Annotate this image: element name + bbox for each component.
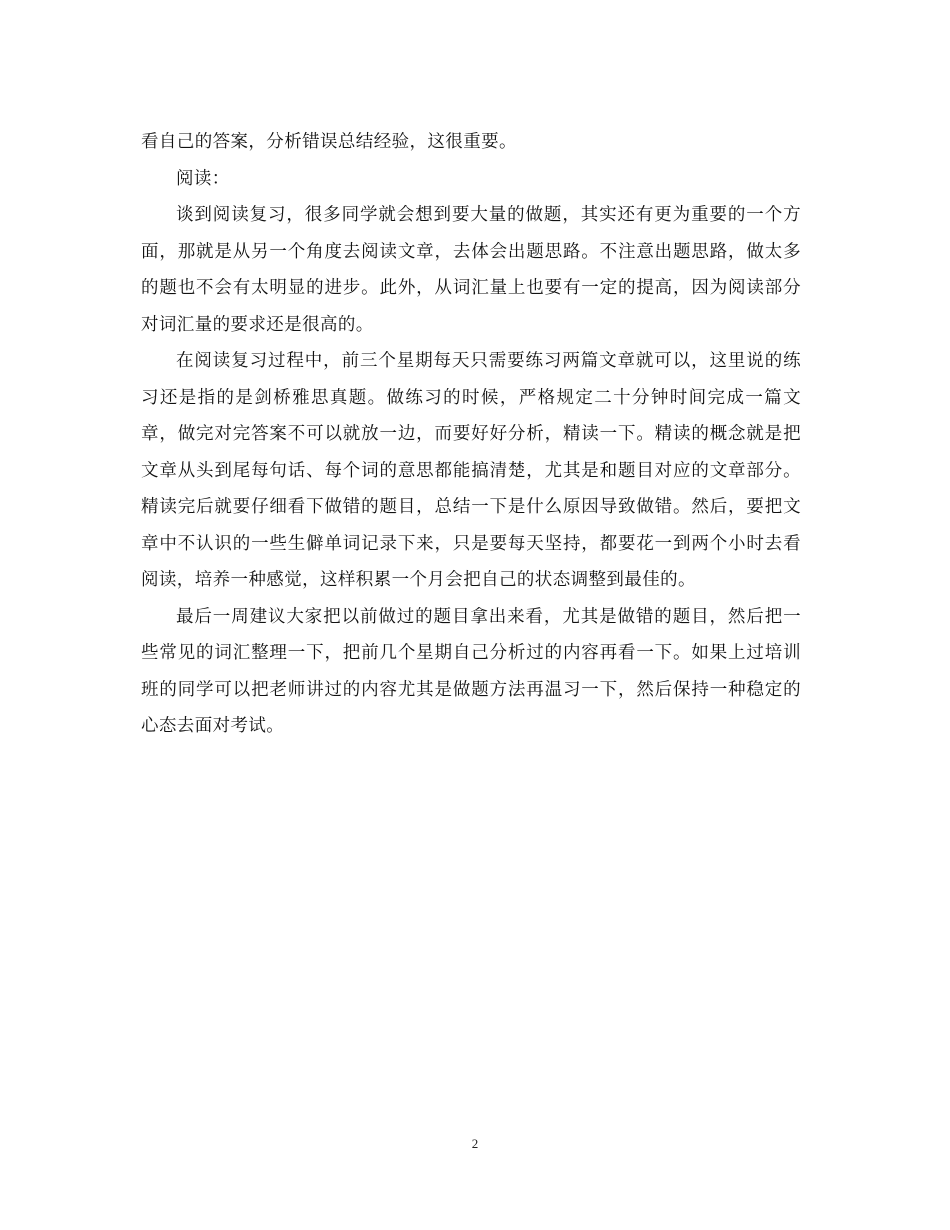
document-body: [141, 124, 801, 745]
page-number: 2: [471, 1136, 479, 1151]
paragraph-reading-intro: 谈到阅读复习，很多同学就会想到要大量的做题，其实还有更为重要的一个方面，那就是从另一个角度去阅读文章，去体会出题思路。不注意出题思路，做太多的题也不会有太明显的进步。此外，从词汇量上也要有一定的提高，因为阅读部分对词汇量的要求还是很高的。: [141, 205, 801, 335]
section-heading-reading: 阅读：: [176, 168, 230, 189]
paragraph-reading-practice: 在阅读复习过程中，前三个星期每天只需要练习两篇文章就可以，这里说的练习还是指的是剑桥雅思真题。做练习的时候，严格规定二十分钟时间完成一篇文章，做完对完答案不可以就放一边，而要好好分析，精读一下。精读的概念就是把文章从头到尾每句话、每个词的意思都能搞清楚，尤其是和题目对应的文章部分。精读完后就要仔细看下做错的题目，总结一下是什么原因导致做错。然后，要把文章中不认识的一些生僻单词记录下来，只是要每天坚持，都要花一到两个小时去看阅读，培养一种感觉，这样积累一个月会把自己的状态调整到最佳的。: [141, 351, 801, 590]
paragraph-final-week: 最后一周建议大家把以前做过的题目拿出来看，尤其是做错的题目，然后把一些常见的词汇整理一下，把前几个星期自己分析过的内容再看一下。如果上过培训班的同学可以把老师讲过的内容尤其是做题方法再温习一下，然后保持一种稳定的心态去面对考试。: [141, 606, 801, 736]
paragraph-continuation: 看自己的答案，分析错误总结经验，这很重要。: [141, 132, 517, 152]
